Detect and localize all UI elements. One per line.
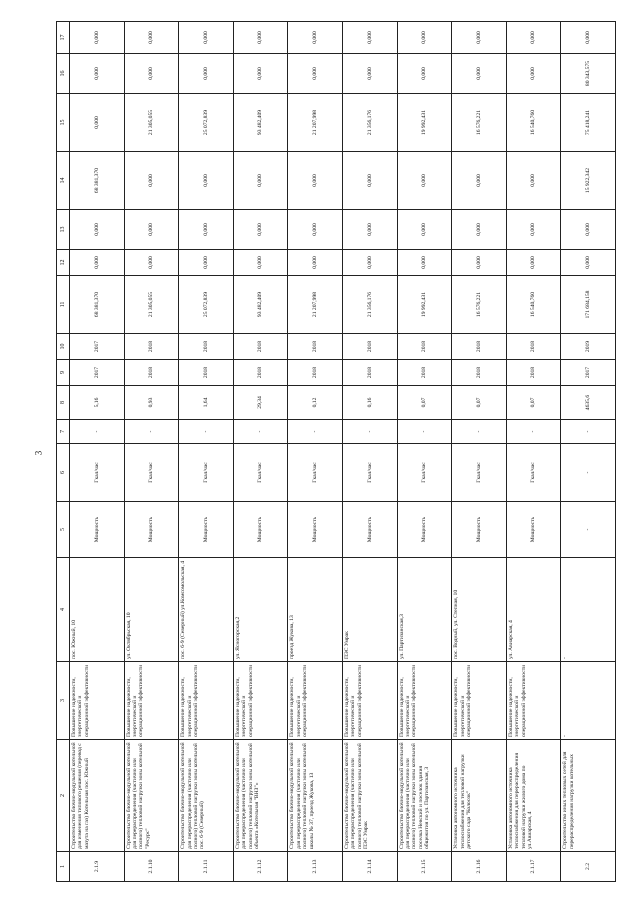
table-cell: 2018 bbox=[179, 334, 234, 360]
table-cell: Повышение надежности, энергетической и операционной эффективности bbox=[233, 662, 288, 740]
table-cell: 0,000 bbox=[124, 250, 179, 276]
table-cell: 29,34 bbox=[233, 386, 288, 420]
table-cell: 0,000 bbox=[397, 250, 452, 276]
table-cell: Строительство блочно-модульной котельной для перераспределения (частично или полного) тепловой нагрузки зоны котельной пос. 6-9 (Северный) bbox=[179, 740, 234, 852]
table-cell: 93 482,409 bbox=[233, 94, 288, 152]
table-cell: - bbox=[70, 420, 125, 444]
column-header-4: 4 bbox=[57, 558, 70, 662]
table-cell: 0,000 bbox=[452, 250, 507, 276]
table-cell: 0,000 bbox=[342, 54, 397, 94]
table-cell: 0,07 bbox=[397, 386, 452, 420]
table-cell: 0,000 bbox=[397, 22, 452, 54]
table-cell: Повышение надежности, энергетической и операционной эффективности bbox=[397, 662, 452, 740]
table-cell: 0,000 bbox=[342, 152, 397, 210]
table-cell: 2018 bbox=[233, 334, 288, 360]
table-cell: Мощность bbox=[179, 502, 234, 558]
table-cell: 25 072,839 bbox=[179, 276, 234, 334]
column-header-8: 8 bbox=[57, 386, 70, 420]
table-cell: 0,000 bbox=[70, 94, 125, 152]
table-cell: Гкал/час bbox=[397, 444, 452, 502]
table-cell: 2017 bbox=[561, 360, 616, 386]
table-cell: 16 576,221 bbox=[452, 276, 507, 334]
table-cell: - bbox=[561, 558, 616, 662]
table-cell: 0,000 bbox=[179, 250, 234, 276]
table-rotation-frame bbox=[56, 22, 616, 882]
column-header-2: 2 bbox=[57, 740, 70, 852]
table-cell: Строительство блочно-модульной котельной для перераспределения (частично или полного) тепловой нагрузки зоны котельной поселка Невский и поселок здания общежития по ул. Партизанская, 3 bbox=[397, 740, 452, 852]
table-cell: 0,000 bbox=[452, 54, 507, 94]
table-cell: 0,000 bbox=[452, 22, 507, 54]
table-cell: Установка автономного источника теплоснабжения для перераспределения тепловой нагрузки жилого дома по ул.Авиарская, 4 bbox=[506, 740, 561, 852]
table-cell: 2019 bbox=[561, 334, 616, 360]
table-cell: Строительство иных тепловых сетей для перераспределения нагрузки котельных bbox=[561, 740, 616, 852]
table-cell: Повышение надежности, энергетической и операционной эффективности bbox=[179, 662, 234, 740]
table-cell: - bbox=[561, 662, 616, 740]
table-cell: Повышение надежности, энергетической и операционной эффективности bbox=[124, 662, 179, 740]
table-cell: 0,000 bbox=[342, 250, 397, 276]
table-cell: Повышение надежности, энергетической и операционной эффективности bbox=[342, 662, 397, 740]
table-cell: 19 992,431 bbox=[397, 94, 452, 152]
table-row bbox=[561, 22, 616, 882]
table-cell: - bbox=[561, 444, 616, 502]
table-cell: 0,07 bbox=[506, 386, 561, 420]
table-cell: ул. Авиарская, 4 bbox=[506, 558, 561, 662]
column-header-11: 11 bbox=[57, 276, 70, 334]
table-cell: 21 356,176 bbox=[342, 276, 397, 334]
table-cell: Гкал/час bbox=[70, 444, 125, 502]
table-cell: 2.1.17 bbox=[506, 852, 561, 882]
table-cell: 0,000 bbox=[124, 54, 179, 94]
table-cell: пос. 6-9 (Северный) ул.Комсомольская, 4 bbox=[179, 558, 234, 662]
header-row bbox=[57, 22, 70, 882]
table-cell: Мощность bbox=[397, 502, 452, 558]
column-header-16: 16 bbox=[57, 54, 70, 94]
table-cell: 2018 bbox=[233, 360, 288, 386]
table-cell: 0,000 bbox=[233, 250, 288, 276]
table-cell: 2018 bbox=[506, 334, 561, 360]
table-cell: Повышение надежности, энергетической и операционной эффективности bbox=[506, 662, 561, 740]
table-cell: - bbox=[342, 420, 397, 444]
table-cell: Мощность bbox=[233, 502, 288, 558]
table-cell: 2018 bbox=[506, 360, 561, 386]
table-cell: 2.1.16 bbox=[452, 852, 507, 882]
table-cell: 0,000 bbox=[288, 250, 343, 276]
table-cell: Гкал/час bbox=[288, 444, 343, 502]
table-cell: 0,000 bbox=[288, 210, 343, 250]
table-cell: 0,000 bbox=[233, 54, 288, 94]
table-cell: 0,000 bbox=[397, 152, 452, 210]
table-cell: 2017 bbox=[70, 360, 125, 386]
column-header-15: 15 bbox=[57, 94, 70, 152]
table-cell: - bbox=[233, 420, 288, 444]
column-header-6: 6 bbox=[57, 444, 70, 502]
table-cell: 0,000 bbox=[179, 22, 234, 54]
table-cell: ул. Ясногорская,2 bbox=[233, 558, 288, 662]
table-cell: 0,000 bbox=[124, 22, 179, 54]
table-cell: - bbox=[288, 420, 343, 444]
table-cell: 0,000 bbox=[506, 152, 561, 210]
table-cell: Строительство блочно-модульной котельной для перераспределения (частично или полного) тепловой нагрузки зоны котельной объекта «Котельная "ВНЗ"» bbox=[233, 740, 288, 852]
table-cell: 0,12 bbox=[288, 386, 343, 420]
table-cell: 2018 bbox=[452, 360, 507, 386]
table-cell: 75 418,241 bbox=[561, 94, 616, 152]
table-cell: 0,000 bbox=[179, 54, 234, 94]
table-cell: Повышение надежности, энергетической и операционной эффективности bbox=[288, 662, 343, 740]
table-row bbox=[342, 22, 397, 882]
table-cell: Гкал/час bbox=[452, 444, 507, 502]
column-header-3: 3 bbox=[57, 662, 70, 740]
table-cell: 21 207,998 bbox=[288, 276, 343, 334]
table-cell: 2018 bbox=[342, 334, 397, 360]
table-cell: ул. Партизанская,3 bbox=[397, 558, 452, 662]
table-row bbox=[397, 22, 452, 882]
table-cell: 0,16 bbox=[342, 386, 397, 420]
table-cell: Мощность bbox=[70, 502, 125, 558]
table-cell: 2.1.12 bbox=[233, 852, 288, 882]
table-cell: 2018 bbox=[288, 334, 343, 360]
table-cell: 2018 bbox=[124, 334, 179, 360]
table-cell: 5,16 bbox=[70, 386, 125, 420]
table-cell: Гкал/час bbox=[179, 444, 234, 502]
table-cell: - bbox=[452, 420, 507, 444]
table-cell: 2.1.11 bbox=[179, 852, 234, 882]
table-cell: 0,000 bbox=[452, 152, 507, 210]
table-cell: 0,000 bbox=[288, 22, 343, 54]
table-cell: 0,000 bbox=[506, 250, 561, 276]
table-cell: пос. Водный, ул. Степная, 10 bbox=[452, 558, 507, 662]
table-cell: ПЭС Умрак bbox=[342, 558, 397, 662]
table-cell: 0,000 bbox=[124, 152, 179, 210]
table-cell: Строительство блочно-модульной котельной для перераспределения (частично или полного) тепловой нагрузки зоны котельной школы № 37, проезд Жукова, 13 bbox=[288, 740, 343, 852]
column-header-9: 9 bbox=[57, 360, 70, 386]
column-header-14: 14 bbox=[57, 152, 70, 210]
table-cell: Повышение надежности, энергетической и операционной эффективности bbox=[70, 662, 125, 740]
table-cell: 0,000 bbox=[233, 152, 288, 210]
table-cell: 2018 bbox=[452, 334, 507, 360]
table-row bbox=[124, 22, 179, 882]
table-cell: пос. Южный, 10 bbox=[70, 558, 125, 662]
table-cell: - bbox=[561, 420, 616, 444]
table-cell: Строительство блочно-модульной котельной для перераспределения (частично или полного) тепловой нагрузки зоны котельной "Ресурс" bbox=[124, 740, 179, 852]
table-cell: 0,000 bbox=[342, 210, 397, 250]
table-cell: 1,64 bbox=[179, 386, 234, 420]
table-cell: 2.1.15 bbox=[397, 852, 452, 882]
table-cell: 2018 bbox=[397, 334, 452, 360]
column-header-10: 10 bbox=[57, 334, 70, 360]
table-cell: 0,000 bbox=[342, 22, 397, 54]
table-cell: - bbox=[506, 420, 561, 444]
table-cell: 0,000 bbox=[70, 22, 125, 54]
table-cell: Мощность bbox=[288, 502, 343, 558]
table-cell: 2018 bbox=[179, 360, 234, 386]
table-cell: 4635,6 bbox=[561, 386, 616, 420]
table-cell: 0,000 bbox=[70, 54, 125, 94]
table-cell: Повышение надежности, энергетической и операционной эффективности bbox=[452, 662, 507, 740]
table-cell: 2018 bbox=[288, 360, 343, 386]
table-row bbox=[233, 22, 288, 882]
table-cell: проезд Жукова, 13 bbox=[288, 558, 343, 662]
table-cell: Мощность bbox=[124, 502, 179, 558]
table-cell: 0,000 bbox=[233, 210, 288, 250]
table-row bbox=[70, 22, 125, 882]
table-cell: 25 072,839 bbox=[179, 94, 234, 152]
table-cell: 2.2 bbox=[561, 852, 616, 882]
table-cell: Гкал/час bbox=[233, 444, 288, 502]
table-cell: 2.1.10 bbox=[124, 852, 179, 882]
table-cell: 0,000 bbox=[561, 250, 616, 276]
table-cell: Мощность bbox=[342, 502, 397, 558]
column-header-1: 1 bbox=[57, 852, 70, 882]
table-row bbox=[179, 22, 234, 882]
table-cell: 0,000 bbox=[397, 210, 452, 250]
page-number: 3 bbox=[33, 450, 44, 456]
table-cell: 0,93 bbox=[124, 386, 179, 420]
table-cell: 0,000 bbox=[561, 210, 616, 250]
table-cell: Гкал/час bbox=[124, 444, 179, 502]
table-cell: 2017 bbox=[70, 334, 125, 360]
table-cell: 2018 bbox=[124, 360, 179, 386]
table-cell: 0,000 bbox=[288, 54, 343, 94]
table-cell: 93 482,409 bbox=[233, 276, 288, 334]
table-cell: 0,000 bbox=[397, 54, 452, 94]
table-cell: 0,000 bbox=[70, 250, 125, 276]
table-cell: 0,000 bbox=[506, 210, 561, 250]
table-cell: 0,07 bbox=[452, 386, 507, 420]
table-cell: 2.1.14 bbox=[342, 852, 397, 882]
table-cell: 15 922,342 bbox=[561, 152, 616, 210]
column-header-17: 17 bbox=[57, 22, 70, 54]
table-cell: 19 992,431 bbox=[397, 276, 452, 334]
table-cell: 2.1.9 bbox=[70, 852, 125, 882]
table-cell: Мощность bbox=[506, 502, 561, 558]
table-cell: 0,000 bbox=[70, 210, 125, 250]
table-cell: Строительство блочно-модульной котельной для изменения типового решения (перевод с мазута на газ) Котельная пос. Южный bbox=[70, 740, 125, 852]
table-cell: 2.1.13 bbox=[288, 852, 343, 882]
table-cell: 21 207,998 bbox=[288, 94, 343, 152]
table-cell: 16 540,760 bbox=[506, 94, 561, 152]
table-cell: 0,000 bbox=[452, 210, 507, 250]
table-cell: 21 305,055 bbox=[124, 276, 179, 334]
column-header-5: 5 bbox=[57, 502, 70, 558]
table-cell: Строительство блочно-модульной котельной для перераспределения (частично или полного) тепловой нагрузки зоны котельной ПЭС Умрак bbox=[342, 740, 397, 852]
table-cell: 0,000 bbox=[506, 22, 561, 54]
table-row bbox=[452, 22, 507, 882]
table-cell: 0,000 bbox=[124, 210, 179, 250]
column-header-12: 12 bbox=[57, 250, 70, 276]
column-header-7: 7 bbox=[57, 420, 70, 444]
table-cell: 0,000 bbox=[233, 22, 288, 54]
investment-program-table bbox=[56, 21, 616, 882]
table-cell: 16 576,221 bbox=[452, 94, 507, 152]
table-cell: ул. Октябрьская, 10 bbox=[124, 558, 179, 662]
table-cell: 80 343,575 bbox=[561, 54, 616, 94]
column-header-13: 13 bbox=[57, 210, 70, 250]
table-cell: - bbox=[124, 420, 179, 444]
table-cell: - bbox=[561, 502, 616, 558]
table-cell: - bbox=[397, 420, 452, 444]
table-cell: 0,000 bbox=[506, 54, 561, 94]
table-cell: 68 381,370 bbox=[70, 152, 125, 210]
table-cell: 0,000 bbox=[179, 210, 234, 250]
table-cell: 0,000 bbox=[288, 152, 343, 210]
table-row bbox=[506, 22, 561, 882]
table-cell: - bbox=[179, 420, 234, 444]
table-cell: 21 356,176 bbox=[342, 94, 397, 152]
table-cell: 2018 bbox=[397, 360, 452, 386]
table-cell: Гкал/час bbox=[342, 444, 397, 502]
table-cell: 0,000 bbox=[561, 22, 616, 54]
table-cell: Гкал/час bbox=[506, 444, 561, 502]
table-cell: 0,000 bbox=[179, 152, 234, 210]
table-cell: Мощность bbox=[452, 502, 507, 558]
table-cell: Установка автономного источника теплоснабжения для тепловой нагрузки детского сада "Колосок" bbox=[452, 740, 507, 852]
table-cell: 171 684,158 bbox=[561, 276, 616, 334]
table-row bbox=[288, 22, 343, 882]
table-cell: 68 381,370 bbox=[70, 276, 125, 334]
table-cell: 2018 bbox=[342, 360, 397, 386]
table-cell: 21 305,055 bbox=[124, 94, 179, 152]
table-cell: 16 540,760 bbox=[506, 276, 561, 334]
